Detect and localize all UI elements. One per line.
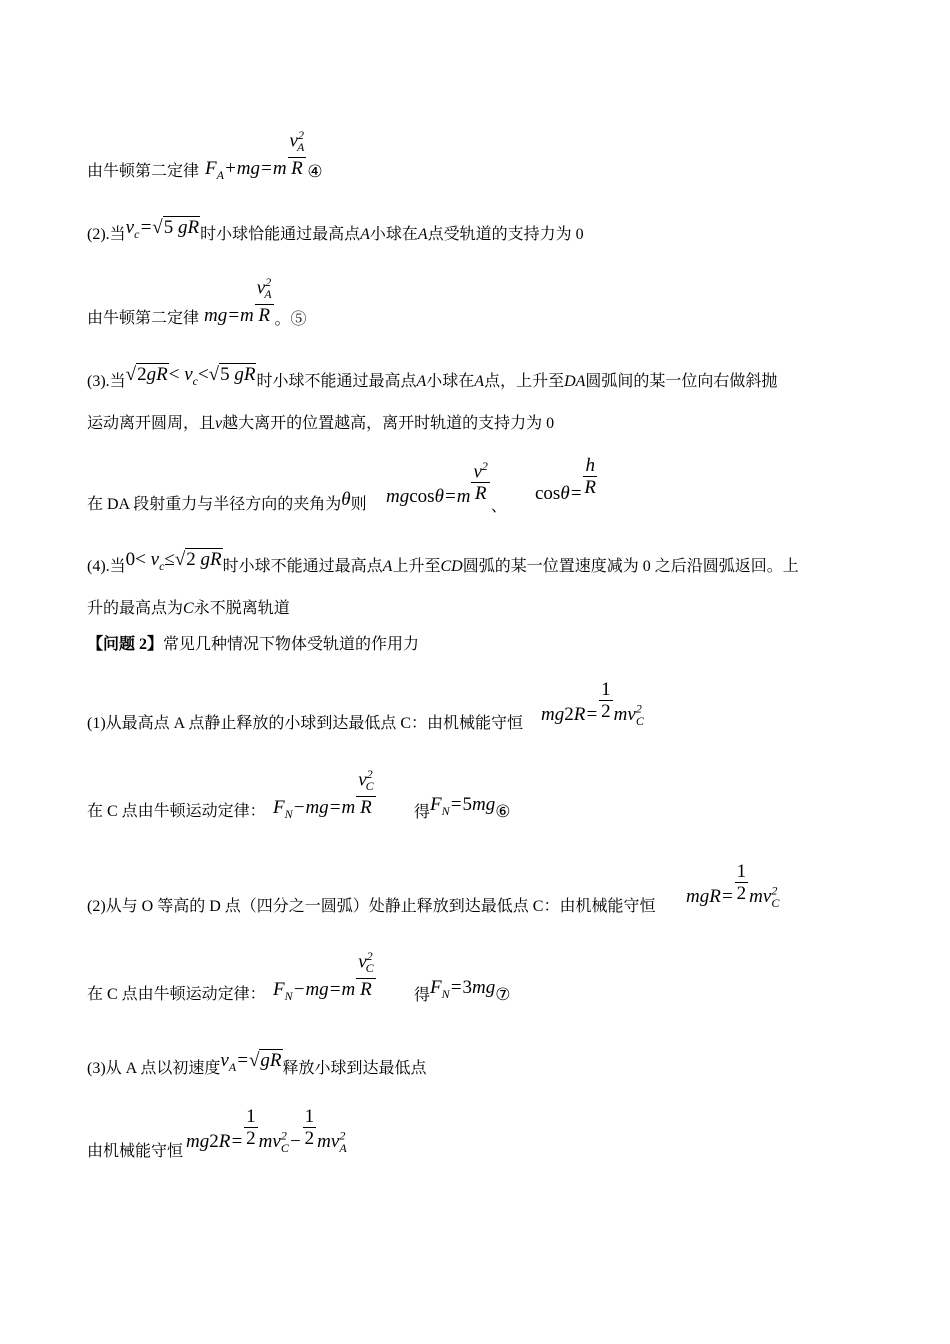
get-text-2: 得 xyxy=(414,987,431,1004)
case-3-line xyxy=(87,364,778,397)
case-4-point-a: A xyxy=(382,558,393,575)
then-text: 则 xyxy=(350,496,367,513)
equation-sqrt2gr-lt-vc-lt-sqrt5gr: $√2gR< v_c<√5$ gR xyxy=(125,364,256,388)
energy-conservation-1 xyxy=(87,714,523,734)
case-3-text-4: 圆弧间的某一位向右做斜抛 xyxy=(585,373,778,390)
result-line-2 xyxy=(414,977,511,1011)
equation-va-sqrtgr: $v_A=√gR$ xyxy=(220,1050,282,1074)
case-4-continuation xyxy=(87,599,290,619)
equation-mgcos-theta: mgcosθ=m $\frac{v^2}{R}$ $_、$ xyxy=(386,456,507,505)
velocity-v: v xyxy=(215,415,223,432)
newton-second-law-line-2 xyxy=(87,309,199,329)
case-3-text-2: 小球在 xyxy=(426,373,475,390)
energy-conservation-text-3: 由机械能守恒 xyxy=(87,1143,184,1160)
case-3-point-a: A xyxy=(416,373,427,390)
case-4-text-2: 上升至 xyxy=(392,558,441,575)
case-4-line xyxy=(87,549,799,582)
newton-at-c-1 xyxy=(87,802,266,822)
newton-second-law-line-1 xyxy=(87,162,199,182)
arc-cd: CD xyxy=(440,558,463,575)
case-3-continuation xyxy=(87,414,554,434)
initial-velocity-tail: 释放小球到达最低点 xyxy=(282,1060,427,1077)
case-3-prefix: (3).当 xyxy=(87,373,126,390)
mark-4: ④ xyxy=(307,161,323,181)
energy-conservation-2 xyxy=(87,897,655,917)
case-2-text: 时小球恰能通过最高点 xyxy=(200,226,361,243)
energy-conservation-text-1: (1)从最高点 A 点静止释放的小球到达最低点 C：由机械能守恒 xyxy=(87,715,524,732)
case-4-cont-2: 永不脱离轨道 xyxy=(193,600,290,617)
case-2-line xyxy=(87,217,584,250)
separator: 、 xyxy=(490,498,507,516)
point-a: A xyxy=(360,226,370,243)
question-2-header xyxy=(87,635,419,655)
question-2-label: 【问题 2】 xyxy=(87,636,164,653)
initial-velocity-line xyxy=(87,1050,427,1084)
point-c: C xyxy=(183,600,194,617)
initial-velocity-prefix: (3)从 A 点以初速度 xyxy=(87,1060,221,1077)
result-line-1 xyxy=(414,794,511,828)
angle-text: 在 DA 段射重力与半径方向的夹角为 xyxy=(87,496,342,513)
equation-mg-mva2: mg=m $\frac{v^2_A}{R}$ $_{。⑤}$ xyxy=(204,272,307,327)
newton-at-c-2 xyxy=(87,985,266,1005)
get-text-1: 得 xyxy=(414,804,431,821)
equation-vc-sqrt5gr: $v_c=√5$ gR xyxy=(125,217,200,241)
equation-mg2r-energy: mg2R= $\frac{1}{2}$ $mv^2_C-$ $\frac{1}{2}$ $mv^2_A$ xyxy=(186,1106,347,1155)
case-4-text-3: 圆弧的某一位置速度减为 0 之后沿圆弧返回。上 xyxy=(462,558,799,575)
equation-mgr-half-mvc2: mgR= $\frac{1}{2}$ $mv^2_C$ xyxy=(686,861,780,910)
case-4-prefix: (4).当 xyxy=(87,558,126,575)
case-4-text-1: 时小球不能通过最高点 xyxy=(222,558,383,575)
case-3-text-3: 点，上升至 xyxy=(484,373,565,390)
case-3-text-1: 时小球不能通过最高点 xyxy=(256,373,417,390)
mark-5: 。⑤ xyxy=(274,310,307,328)
case-3-point-a-2: A xyxy=(474,373,485,390)
theta-symbol: θ xyxy=(341,489,351,510)
equation-0-lt-vc-le-sqrt2gr: $0< v_c\le√2$ gR xyxy=(125,549,222,573)
equation-fn-3mg: $F_N=3mg$ xyxy=(430,977,496,1001)
equation-fn-mg-2: $F_N-mg=m$ $\frac{v^2_C}{R}$ xyxy=(273,946,377,1001)
energy-conservation-3 xyxy=(87,1142,183,1162)
case-2-mid: 小球在 xyxy=(369,226,418,243)
text-newton-law: 由牛顿第二定律 xyxy=(87,163,200,180)
equation-fa-mg: $F_A+mg=m$ $\frac{v^2_A}{R}$ ④ xyxy=(205,125,323,180)
mark-7: ⑦ xyxy=(495,985,511,1004)
arc-da: DA xyxy=(564,373,586,390)
question-2-title: 常见几种情况下物体受轨道的作用力 xyxy=(163,636,420,653)
newton-at-c-text-1: 在 C 点由牛顿运动定律： xyxy=(87,803,266,820)
case-3-cont-2: 越大离开的位置越高，离开时轨道的支持力为 0 xyxy=(222,415,555,432)
equation-cos-theta-h-r: cosθ= $\frac{h}{R}$ xyxy=(535,455,597,504)
equation-mg2r-half-mvc2: mg2R= $\frac{1}{2}$ $mv^2_C$ xyxy=(541,679,644,728)
energy-conservation-text-2: (2)从与 O 等高的 D 点（四分之一圆弧）处静止释放到达最低点 C：由机械能守恒 xyxy=(87,898,656,915)
equation-fn-mg-1: $F_N-mg=m$ $\frac{v^2_C}{R}$ xyxy=(273,764,377,819)
case-4-cont-1: 升的最高点为 xyxy=(87,600,184,617)
text-newton-law-2: 由牛顿第二定律 xyxy=(87,310,200,327)
newton-at-c-text-2: 在 C 点由牛顿运动定律： xyxy=(87,986,266,1003)
case-2-tail: 点受轨道的支持力为 0 xyxy=(427,226,584,243)
equation-fn-5mg: $F_N=5mg$ xyxy=(430,794,496,818)
case-3-cont-1: 运动离开圆周，且 xyxy=(87,415,216,432)
case-2-prefix: (2).当 xyxy=(87,226,126,243)
angle-line xyxy=(87,489,367,515)
mark-6: ⑥ xyxy=(495,802,511,821)
point-a-2: A xyxy=(417,226,428,243)
